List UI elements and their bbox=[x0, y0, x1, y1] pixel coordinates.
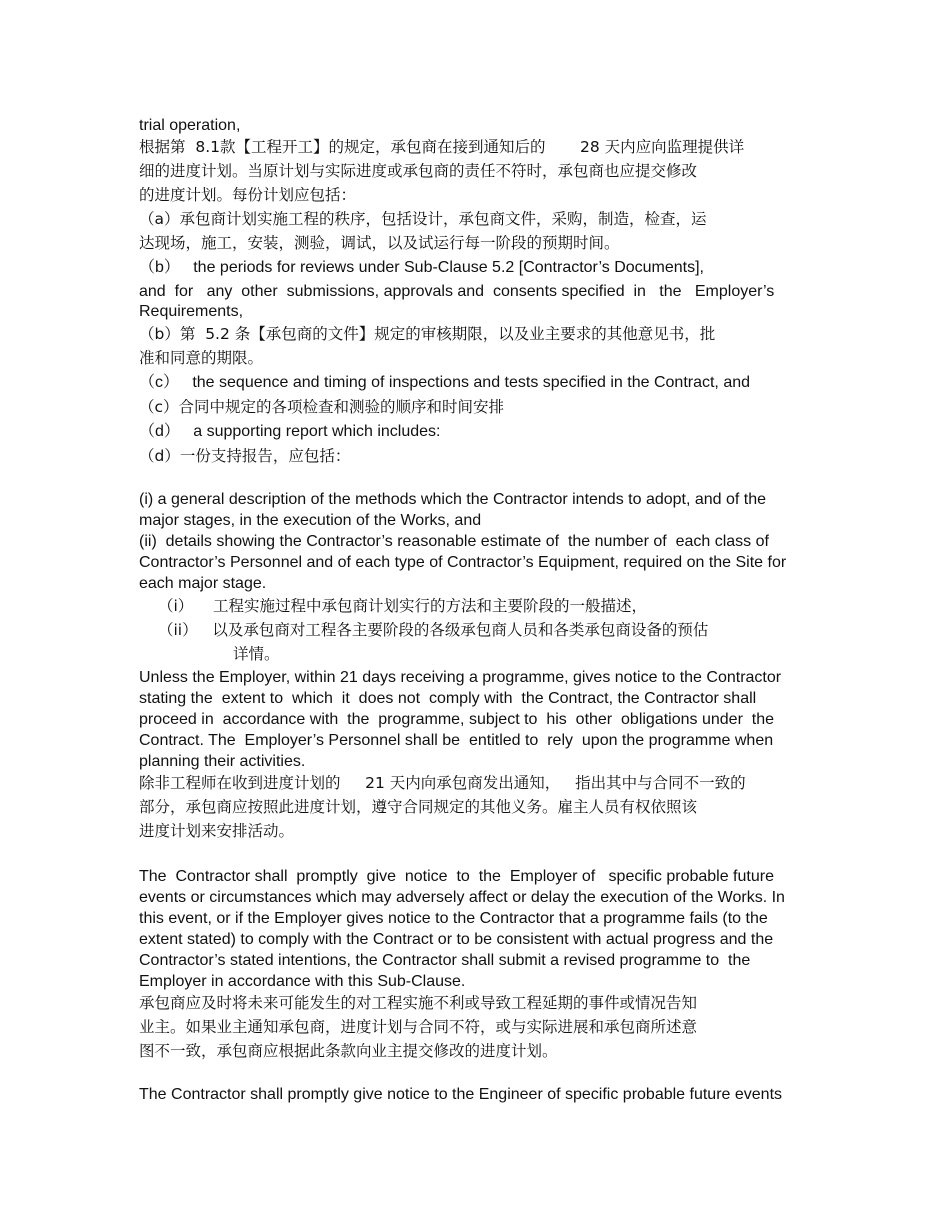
text-line: 业主。如果业主通知承包商，进度计划与合同不符，或与实际进展和承包商所述意 bbox=[139, 1018, 698, 1036]
text-line: （a）承包商计划实施工程的秩序，包括设计，承包商文件，采购，制造，检查，运 bbox=[139, 210, 707, 228]
text-line: （ii） 以及承包商对工程各主要阶段的各级承包商人员和各类承包商设备的预估 bbox=[158, 621, 709, 639]
text-line: (i) a general description of the methods which the Contractor intends to adopt, and of the bbox=[139, 491, 767, 508]
text-line: 详情。 bbox=[233, 645, 280, 663]
text-line: The Contractor shall promptly give notice to the Employer of specific probable future bbox=[139, 868, 774, 885]
text-line: （d）一份支持报告，应包括： bbox=[139, 447, 351, 465]
text-line: each major stage. bbox=[139, 575, 267, 592]
text-line: proceed in accordance with the programme, subject to his other obligations under the bbox=[139, 711, 775, 728]
text-line: 细的进度计划。当原计划与实际进度或承包商的责任不符时，承包商也应提交修改 bbox=[139, 162, 698, 180]
text-line: major stages, in the execution of the Works, and bbox=[139, 512, 482, 529]
text-line: 进度计划来安排活动。 bbox=[139, 822, 295, 840]
text-line: 图不一致，承包商应根据此条款向业主提交修改的进度计划。 bbox=[139, 1042, 558, 1060]
text-line: The Contractor shall promptly give notice to the Engineer of specific probable future events bbox=[139, 1086, 783, 1103]
text-line: 根据第 8.1款【工程开工】的规定，承包商在接到通知后的 28 天内应向监理提供详 bbox=[139, 138, 745, 156]
text-line: (ii) details showing the Contractor’s reasonable estimate of the number of each class of bbox=[139, 533, 769, 550]
text-line: trial operation, bbox=[139, 117, 241, 134]
text-line: 准和同意的期限。 bbox=[139, 349, 264, 367]
text-line: Unless the Employer, within 21 days receiving a programme, gives notice to the Contractor bbox=[139, 669, 782, 686]
text-line: 的进度计划。每份计划应包括： bbox=[139, 186, 357, 204]
text-line: this event, or if the Employer gives notice to the Contractor that a programme fails (to the bbox=[139, 910, 768, 927]
text-line: 部分，承包商应按照此进度计划，遵守合同规定的其他义务。雇主人员有权依照该 bbox=[139, 798, 698, 816]
text-line: 达现场，施工，安装，测验，调试，以及试运行每一阶段的预期时间。 bbox=[139, 234, 620, 252]
text-line: Employer in accordance with this Sub-Clause. bbox=[139, 973, 466, 990]
text-line: and for any other submissions, approvals and consents specified in the Employer’s bbox=[139, 283, 775, 300]
text-line: 除非工程师在收到进度计划的 21 天内向承包商发出通知， 指出其中与合同不一致的 bbox=[139, 774, 746, 792]
text-line: 承包商应及时将未来可能发生的对工程实施不利或导致工程延期的事件或情况告知 bbox=[139, 994, 698, 1012]
text-line: （b）第 5.2 条【承包商的文件】规定的审核期限，以及业主要求的其他意见书，批 bbox=[139, 325, 716, 343]
text-line: events or circumstances which may adversely affect or delay the execution of the Works. In bbox=[139, 889, 785, 906]
text-line: （d） a supporting report which includes: bbox=[139, 423, 441, 440]
text-line: Requirements, bbox=[139, 303, 244, 320]
text-line: Contractor’s Personnel and of each type of Contractor’s Equipment, required on the Site for bbox=[139, 554, 787, 571]
text-line: Contract. The Employer’s Personnel shall be entitled to rely upon the programme when bbox=[139, 732, 774, 749]
text-line: （c）合同中规定的各项检查和测验的顺序和时间安排 bbox=[139, 398, 505, 416]
text-line: （i） 工程实施过程中承包商计划实行的方法和主要阶段的一般描述， bbox=[158, 597, 648, 615]
text-line: Contractor’s stated intentions, the Contractor shall submit a revised programme to the bbox=[139, 952, 751, 969]
text-line: extent stated) to comply with the Contract or to be consistent with actual progress and the bbox=[139, 931, 774, 948]
text-line: （b） the periods for reviews under Sub-Clause 5.2 [Contractor’s Documents], bbox=[139, 259, 705, 276]
text-line: planning their activities. bbox=[139, 753, 306, 770]
text-line: stating the extent to which it does not comply with the Contract, the Contractor shall bbox=[139, 690, 757, 707]
text-line: （c） the sequence and timing of inspections and tests specified in the Contract, and bbox=[139, 374, 751, 391]
